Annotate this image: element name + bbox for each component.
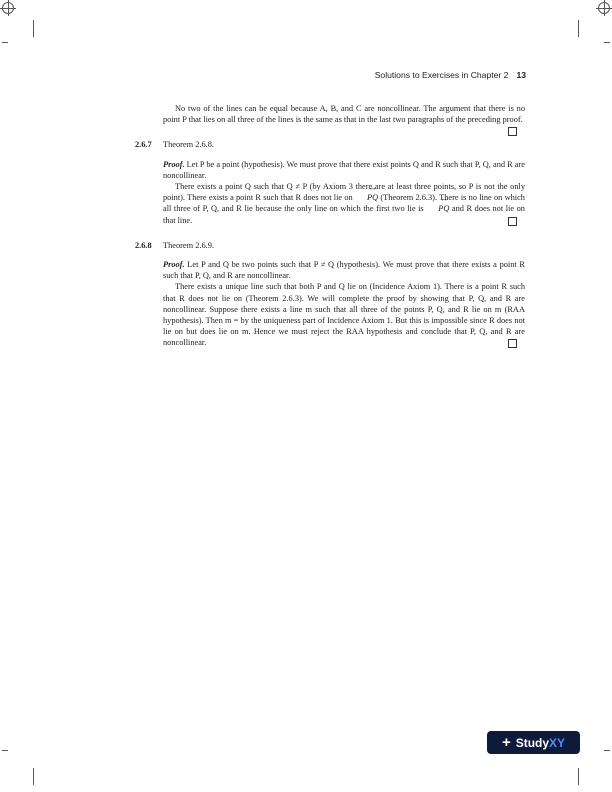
crop-mark: [33, 20, 34, 37]
crop-mark: [578, 768, 579, 785]
exercise-2-6-8: [135, 240, 525, 251]
crop-mark: [33, 768, 34, 785]
intro-text: No two of the lines can be equal because A, B, and C are noncollinear. The argument that there is no point P that lies on all three of the lines is the same as that in the last two paragraphs of the preceding proof.: [163, 104, 525, 125]
qed-square-icon: [508, 339, 517, 348]
proof-text: and R does not lie on that line.: [163, 204, 525, 225]
exercise-number: 2.6.7: [135, 140, 152, 150]
exercise-2-6-7: [135, 139, 525, 150]
exercise-title: Theorem 2.6.9.: [163, 240, 214, 250]
running-header: [375, 70, 526, 80]
proof-label: Proof.: [163, 260, 185, 270]
proof-block-2-6-8: [135, 259, 525, 349]
proof-label: Proof.: [163, 159, 185, 169]
proof-text: Let P and Q be two points such that P ≠ Q (hypothesis). We must prove that there exists a point R such that P, Q, and R are noncollinear.: [163, 260, 525, 281]
proof-block-2-6-7: [135, 159, 525, 226]
registration-mark-icon: [2, 2, 14, 14]
crop-mark: [2, 42, 8, 43]
proof-text: (Theorem 2.6.3). There is no line on which all three of P, Q, and R lie because the only line on which the first two lie is: [163, 193, 525, 214]
intro-paragraph: [163, 103, 525, 125]
plus-icon: +: [501, 734, 511, 751]
proof-text: There exists a unique line such that both P and Q lie on (Incidence Axiom 1). There is a point R such that R does not lie on (Theorem 2.6.3). We will complete the proof by showing that P, Q, and R are noncollinear. Suppose there exists a line m such that all three of the points P, Q, and R lie on m (RAA hypothesis). Then m = by the uniqueness part of Incidence Axiom 1. But this is impossible since R does not lie on but does lie on m. Hence we must reject the RAA hypothesis and conclude that P, Q, and R are noncollinear.: [163, 282, 525, 348]
proof-text: Let P be a point (hypothesis). We must prove that there exist points Q and R such that P, Q, and R are noncollinear.: [163, 159, 525, 180]
qed-square-icon: [508, 127, 517, 136]
crop-mark: [604, 750, 610, 751]
proof-paragraph: [163, 159, 525, 181]
line-pq-symbol: ↔ PQ: [426, 203, 449, 214]
intro-block: [135, 103, 525, 125]
running-title: Solutions to Exercises in Chapter 2: [374, 70, 509, 80]
page-body: [135, 103, 525, 349]
exercise-title: Theorem 2.6.8.: [163, 140, 214, 150]
registration-mark-icon: [598, 2, 610, 14]
crop-mark: [578, 20, 579, 37]
crop-mark: [2, 750, 8, 751]
proof-paragraph: [163, 259, 525, 281]
proof-paragraph: [163, 281, 525, 348]
exercise-number: 2.6.8: [135, 240, 152, 250]
brand-name-study: Study: [515, 735, 550, 750]
crop-mark: [604, 42, 610, 43]
proof-text: There exists a point Q such that Q ≠ P (by Axiom 3 there are at least three points, so P is not the only point). There exists a point R such that R does not lie on: [163, 182, 525, 203]
line-pq-symbol: ↔ PQ: [355, 192, 378, 203]
page-number: 13: [516, 70, 526, 80]
studyxy-logo[interactable]: [487, 731, 580, 754]
proof-paragraph: [163, 181, 525, 226]
qed-square-icon: [508, 217, 517, 226]
brand-name-xy: XY: [549, 735, 566, 750]
